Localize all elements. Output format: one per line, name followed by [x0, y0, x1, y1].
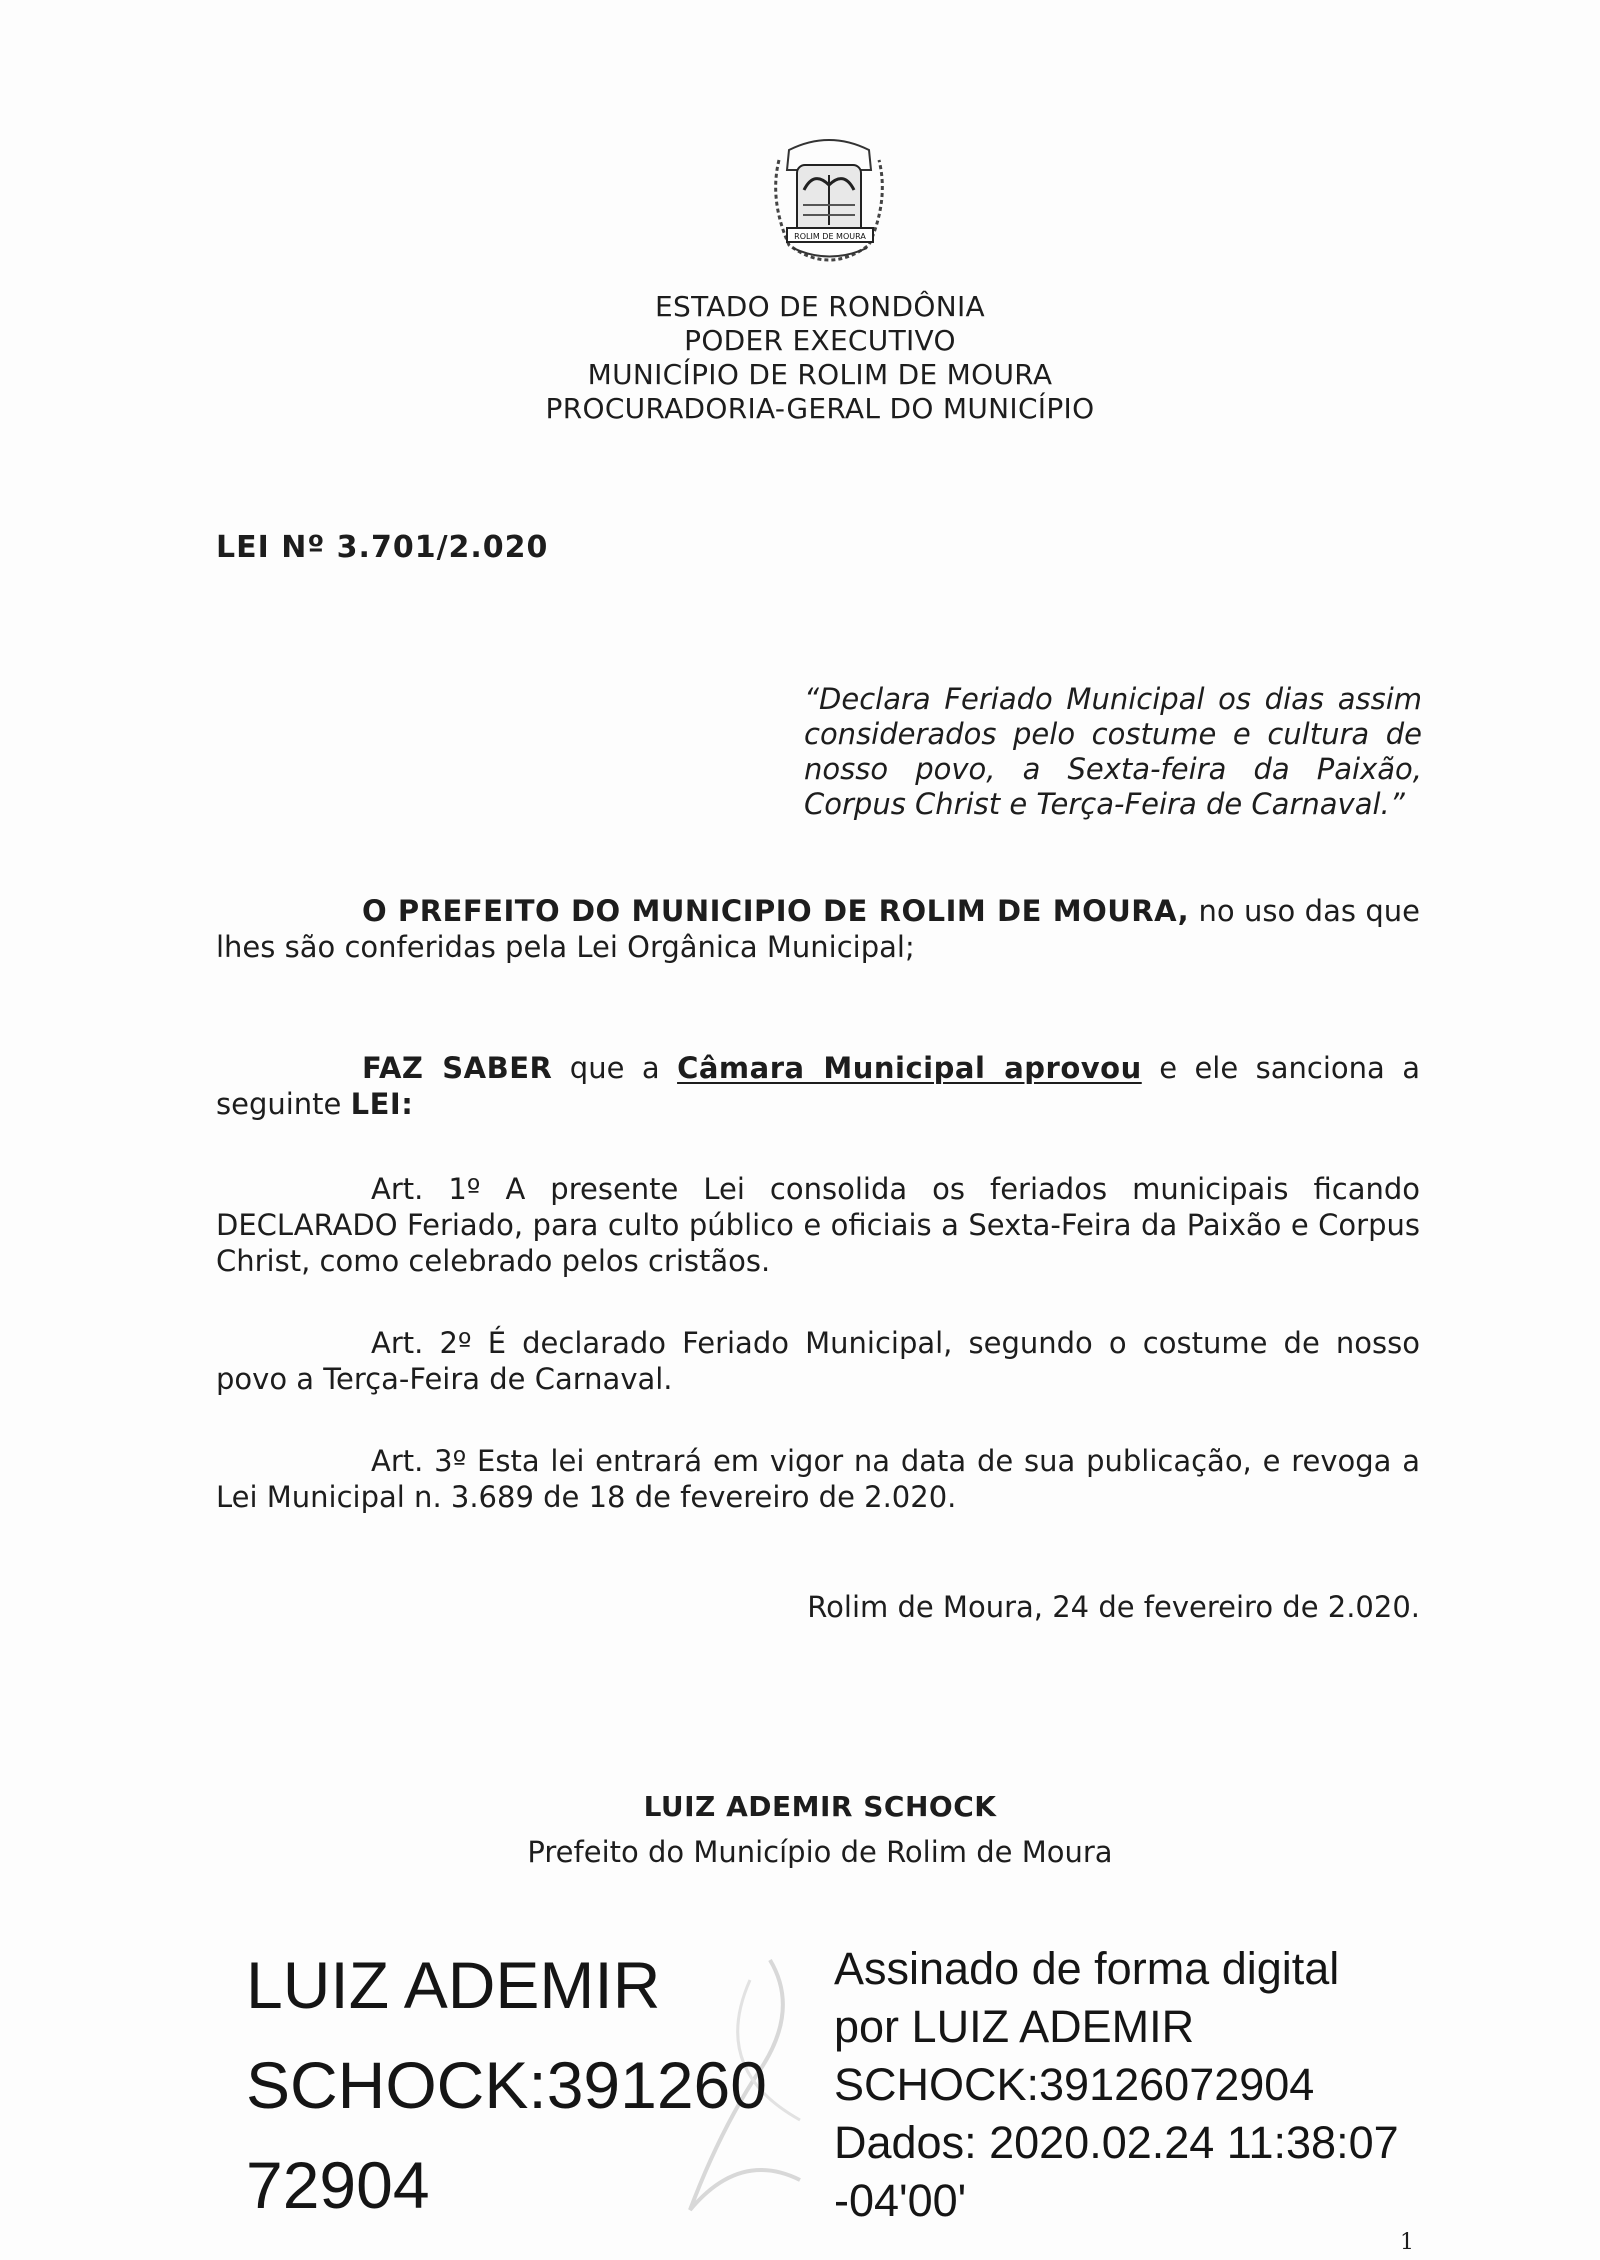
header-state: ESTADO DE RONDÔNIA: [655, 290, 985, 323]
law-title: LEI Nº 3.701/2.020: [216, 530, 549, 565]
digital-info-line-4: Dados: 2020.02.24 11:38:07: [834, 2117, 1399, 2168]
digital-name-line-1: LUIZ ADEMIR: [246, 1948, 661, 2022]
article-3: [216, 1443, 1420, 1515]
faz-saber-bold: FAZ SABER: [362, 1051, 553, 1085]
digital-info-line-5: -04'00': [834, 2175, 967, 2226]
article-1-text: Art. 1º A presente Lei consolida os feriados municipais ficando DECLARADO Feriado, para culto público e oficiais a Sexta-Feira da Paixão e Corpus Christ, como celebrado pelos cristãos.: [216, 1172, 1420, 1278]
article-2-text: Art. 2º É declarado Feriado Municipal, segundo o costume de nosso povo a Terça-Feira de Carnaval.: [216, 1326, 1420, 1396]
preamble-paragraph: [216, 893, 1420, 965]
page-number: 1: [1400, 2230, 1414, 2255]
digital-info-line-2: por LUIZ ADEMIR: [834, 2001, 1195, 2052]
preamble-text: no uso das que lhes são conferidas pela Lei Orgânica Municipal;: [216, 894, 1420, 964]
article-1: [216, 1171, 1420, 1279]
preamble-bold: O PREFEITO DO MUNICIPIO DE ROLIM DE MOURA,: [362, 894, 1190, 928]
municipal-coat-of-arms-icon: [759, 130, 899, 275]
digital-name-line-3: 72904: [246, 2148, 430, 2222]
faz-saber-text-2: e ele sanciona a seguinte: [216, 1051, 1421, 1121]
article-2: [216, 1325, 1420, 1397]
digital-name-line-2: SCHOCK:391260: [246, 2048, 767, 2122]
signatory-role: Prefeito do Município de Rolim de Moura: [527, 1835, 1113, 1869]
camara-aprovou-underlined: Câmara Municipal aprovou: [677, 1051, 1142, 1085]
date-place-line: Rolim de Moura, 24 de fevereiro de 2.020.: [807, 1590, 1420, 1624]
header-department: PROCURADORIA-GERAL DO MUNICÍPIO: [545, 392, 1095, 425]
header-municipality: MUNICÍPIO DE ROLIM DE MOURA: [587, 358, 1053, 391]
svg-text:ROLIM DE MOURA: ROLIM DE MOURA: [794, 232, 866, 241]
faz-saber-text: que a: [552, 1051, 678, 1085]
faz-saber-paragraph: [216, 1050, 1420, 1122]
signatory-name: LUIZ ADEMIR SCHOCK: [643, 1790, 997, 1823]
header-branch: PODER EXECUTIVO: [684, 324, 956, 357]
article-3-text: Art. 3º Esta lei entrará em vigor na data de sua publicação, e revoga a Lei Municipal n. 3.689 de 18 de fevereiro de 2.020.: [216, 1444, 1420, 1514]
lei-bold: LEI:: [350, 1087, 414, 1121]
law-summary: “Declara Feriado Municipal os dias assim considerados pelo costume e cultura de nosso povo, a Sexta-feira da Paixão, Corpus Christ e Terça-Feira de Carnaval.”: [804, 682, 1422, 821]
digital-info-line-1: Assinado de forma digital: [834, 1943, 1340, 1994]
digital-signature-name: [246, 1935, 826, 2235]
digital-signature-info: [834, 1940, 1454, 2230]
digital-info-line-3: SCHOCK:39126072904: [834, 2059, 1315, 2110]
